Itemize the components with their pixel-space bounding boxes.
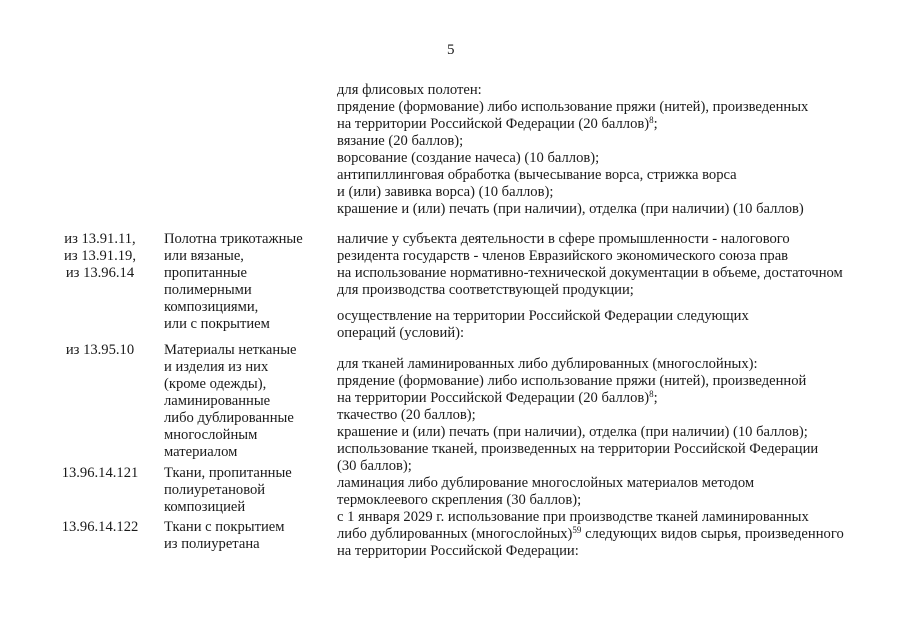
okpd-code: из 13.91.19, (64, 248, 136, 264)
text-line: (30 баллов); (337, 458, 412, 474)
text-line: ворсование (создание начеса) (10 баллов); (337, 150, 600, 166)
text-line: антипиллинговая обработка (вычесывание ворса, стрижка ворса (337, 167, 737, 183)
product-name: материалом (164, 444, 238, 460)
text-line: для тканей ламинированных либо дублированных (многослойных): (337, 356, 758, 372)
text-line: использование тканей, произведенных на территории Российской Федерации (337, 441, 819, 457)
text-line: прядение (формование) либо использование пряжи (нитей), произведенных (337, 99, 809, 115)
text-line: на территории Российской Федерации (20 баллов)$^8$; (337, 389, 658, 406)
product-name: или с покрытием (164, 316, 270, 332)
footnote-mark[interactable]: 59 (572, 525, 582, 535)
product-name: композициями, (164, 299, 259, 315)
text-line: на территории Российской Федерации (20 баллов)$^8$; (337, 115, 658, 132)
text-line: ламинация либо дублирование многослойных материалов методом (337, 475, 755, 491)
product-name: Ткани с покрытием (164, 519, 285, 535)
text-line: либо дублированных (многослойных)$^{59}$ следующих видов сырья, произведенного (337, 525, 844, 542)
product-name: ламинированные (164, 393, 271, 409)
product-name: полиуретановой (164, 482, 266, 498)
text-line: прядение (формование) либо использование пряжи (нитей), произведенной (337, 373, 807, 389)
text-line: резидента государств - членов Евразийского экономического союза прав (337, 248, 789, 264)
product-name: (кроме одежды), (164, 376, 267, 392)
text-line: на территории Российской Федерации: (337, 543, 579, 559)
okpd-code: из 13.96.14 (65, 265, 135, 281)
text-line: крашение и (или) печать (при наличии), отделка (при наличии) (10 баллов) (337, 201, 804, 217)
product-name: Полотна трикотажные (164, 231, 303, 247)
text-line: и (или) завивка ворса) (10 баллов); (337, 184, 554, 200)
text-line: на использование нормативно-технической документации в объеме, достаточном (337, 265, 843, 281)
product-name: либо дублированные (164, 410, 294, 426)
product-name: полимерными (164, 282, 252, 298)
text-line: вязание (20 баллов); (337, 133, 464, 149)
okpd-code: 13.96.14.122 (61, 519, 139, 535)
okpd-code: из 13.91.11, (64, 231, 136, 247)
product-name: многослойным (164, 427, 258, 443)
page-number: 5 (447, 42, 455, 58)
text-line: операций (условий): (337, 325, 465, 341)
text-line: для производства соответствующей продукции; (337, 282, 634, 298)
product-name: пропитанные (164, 265, 247, 281)
text-line: наличие у субъекта деятельности в сфере промышленности - налогового (337, 231, 790, 247)
text-line: осуществление на территории Российской Федерации следующих (337, 308, 749, 324)
footnote-mark[interactable]: 8 (649, 389, 654, 399)
product-name: или вязаные, (164, 248, 244, 264)
text-line: ткачество (20 баллов); (337, 407, 476, 423)
product-name: Материалы нетканые (164, 342, 297, 358)
text-line: с 1 января 2029 г. использование при производстве тканей ламинированных (337, 509, 809, 525)
product-name: и изделия из них (164, 359, 269, 375)
product-name: композицией (164, 499, 246, 515)
text-line: для флисовых полотен: (337, 82, 482, 98)
footnote-mark[interactable]: 8 (649, 115, 654, 125)
okpd-code: 13.96.14.121 (61, 465, 139, 481)
text-line: крашение и (или) печать (при наличии), отделка (при наличии) (10 баллов); (337, 424, 808, 440)
product-name: из полиуретана (164, 536, 260, 552)
text-line: термоклеевого скрепления (30 баллов); (337, 492, 582, 508)
okpd-code: из 13.95.10 (65, 342, 135, 358)
product-name: Ткани, пропитанные (164, 465, 292, 481)
